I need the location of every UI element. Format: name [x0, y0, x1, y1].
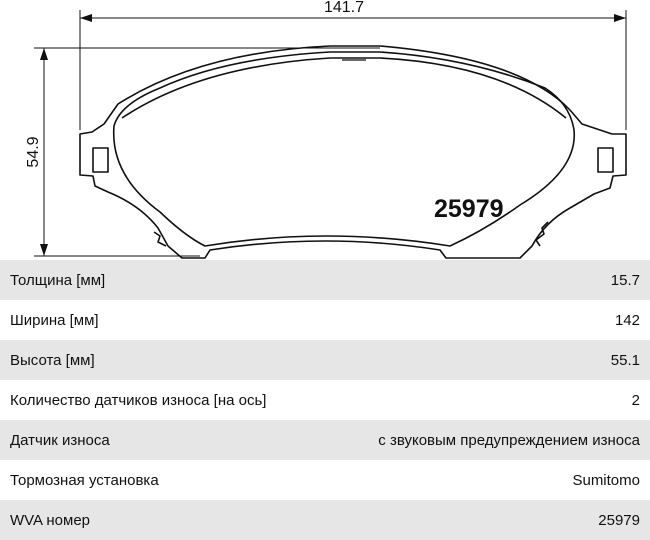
- spec-label: Датчик износа: [10, 431, 110, 449]
- spec-row: [0, 340, 650, 380]
- part-number-label: 25979: [434, 195, 504, 223]
- spec-label: Толщина [мм]: [10, 271, 106, 289]
- spec-label: Количество датчиков износа [на ось]: [10, 391, 267, 409]
- spec-label: Ширина [мм]: [10, 311, 99, 329]
- spec-value: 142: [614, 311, 640, 329]
- spec-value: 25979: [598, 511, 640, 529]
- specifications-table: [0, 260, 650, 540]
- left-clip-tab: [93, 148, 108, 172]
- right-clip-tab: [598, 148, 613, 172]
- friction-material-outline: [114, 52, 575, 246]
- spec-value: 15.7: [610, 271, 640, 289]
- spec-row: [0, 500, 650, 540]
- spec-value: с звуковым предупреждением износа: [378, 431, 640, 449]
- spec-value: Sumitomo: [572, 471, 640, 489]
- spec-label: Тормозная установка: [10, 471, 159, 489]
- spec-row: [0, 300, 650, 340]
- brake-pad-drawing: [0, 0, 650, 260]
- spec-row: [0, 420, 650, 460]
- width-dimension-line: [80, 10, 626, 130]
- spec-row: [0, 380, 650, 420]
- spec-row: [0, 260, 650, 300]
- friction-inner-contour: [122, 58, 566, 118]
- spec-label: WVA номер: [10, 511, 91, 529]
- spec-value: 55.1: [610, 351, 640, 369]
- height-dimension-label: 54.9: [25, 136, 42, 168]
- spec-value: 2: [631, 391, 640, 409]
- spec-row: [0, 460, 650, 500]
- spec-label: Высота [мм]: [10, 351, 95, 369]
- width-dimension-label: 141.7: [323, 0, 365, 16]
